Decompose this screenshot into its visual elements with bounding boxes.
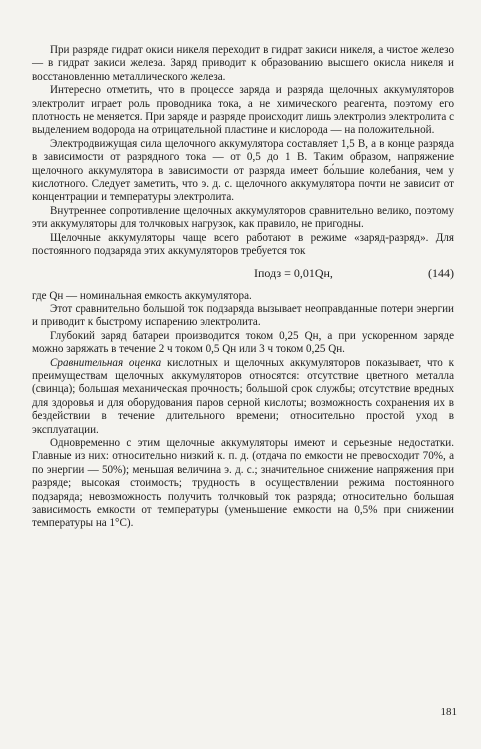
paragraph-1: При разряде гидрат окиси никеля переходит в гидрат закиси никеля, а чистое железо — в гидрат закиси железа. Заряд приводит к образованию высшего окисла никеля и восстановленню металлического железа.: [32, 44, 454, 83]
paragraph-9: [32, 357, 454, 437]
paragraph-6: где Qн — номинальная емкость аккумулятора.: [32, 289, 252, 302]
body-text: [32, 44, 454, 531]
paragraph-7: Этот сравнительно большой ток подзаряда вызывает неоправданные потери энергии и приводит к быстрому испарению электролита.: [32, 302, 454, 329]
paragraph-2: Интересно отметить, что в процессе заряда и разряда щелочных аккумуляторов электролит играет роль проводника тока, а не химического реагента, поэтому его плотность не меняется. При заряде и разряде происходит лишь электролиз электролита с выделением водорода на отрицательной пластине и кислорода — на положительной.: [32, 84, 454, 137]
page-number: 181: [440, 706, 457, 718]
paragraph-9-text: кислотных и щелочных аккумуляторов показывает, что к преимуществам щелочных аккумуляторов относятся: отсутствие цветного металла (свинца); большая механическая прочность; большой срок службы; отсутствие вредных для здоровья и для оборудования паров серной кислоты; возможность сохранения их в бездействии в течение длительного времени; относительно простой уход в эксплуатации.: [32, 356, 454, 436]
formula-number: (144): [428, 265, 454, 280]
paragraph-4: Внутреннее сопротивление щелочных аккумуляторов сравнительно велико, поэтому эти аккумуляторы для толчковых нагрузок, как правило, не пригодны.: [32, 204, 454, 231]
formula-expression: Iподз = 0,01Qн,: [254, 265, 333, 280]
paragraph-10: Одновременно с этим щелочные аккумуляторы имеют и серьезные недостатки. Главные из них: относительно низкий к. п. д. (отдача по емкости не превосходит 70%, а по энергии — 50%); меньшая величина э. д. с.; значительное снижение напряжения при разряде; высокая стоимость; трудность в осуществлении режима постоянного подзаряда; невозможность получить толчковый ток разряда; относительно большая зависимость емкости от температуры (уменьшение емкости на 0,5% при снижении температуры на 1°С).: [32, 436, 454, 530]
italic-term: Сравнительная оценка: [50, 356, 162, 369]
paragraph-5: Щелочные аккумуляторы чаще всего работают в режиме «заряд-разряд». Для постоянного подзаряда этих аккумуляторов требуется ток: [32, 231, 454, 258]
paragraph-8: Глубокий заряд батареи производится током 0,25 Qн, а при ускоренном заряде можно заряжать в течение 2 ч током 0,5 Qн или 3 ч током 0,25 Qн.: [32, 329, 454, 356]
formula-144: [32, 263, 454, 287]
paragraph-3: Электродвижущая сила щелочного аккумулятора составляет 1,5 В, а в конце разряда в зависимости от разрядного тока — от 0,5 до 1 В. Таким образом, напряжение щелочного аккумулятора в зависимости от разряда имеет бо́льшие колебания, чем у кислотного. Следует заметить, что э. д. с. щелочного аккумулятора почти не зависит от концентрации и температуры электролита.: [32, 137, 454, 204]
